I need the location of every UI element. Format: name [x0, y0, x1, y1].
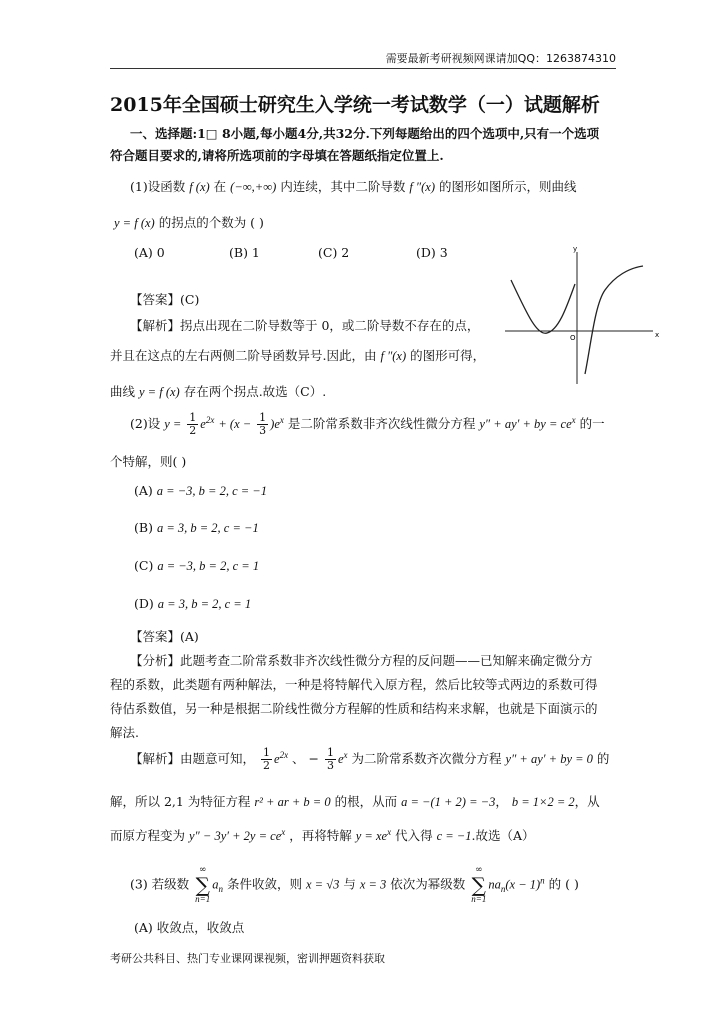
q1-analysis-func: f ″(x)	[380, 349, 407, 363]
q2-option-c	[134, 558, 259, 574]
q2-particular: y = xe	[355, 829, 388, 843]
frac-num: 1	[189, 411, 197, 424]
q2-analysis-line2: 程的系数，此类题有两种解法，一种是将特解代入原方程，然后比较等式两边的系数可得	[110, 677, 598, 692]
q1-option-d: (D) 3	[416, 245, 448, 260]
q2-option-a	[134, 483, 267, 499]
header-contact: 需要最新考研视频网课请加QQ：1263874310	[385, 52, 616, 65]
q2-sol-ode: y″ + ay′ + by = 0	[505, 752, 593, 766]
q2-solution-text: 而原方程变为	[110, 828, 186, 843]
q2-c-value: c = −1	[436, 829, 472, 843]
q2-sol-exp-sup: x	[343, 749, 348, 760]
q3-stem-text: 的 ( )	[548, 876, 579, 892]
frac-den: 2	[189, 424, 197, 437]
q2-ode: y″ + ay′ + by = ce	[479, 417, 572, 431]
q1-stem-text: 的拐点的个数为 ( )	[158, 215, 264, 230]
q3-term-sub: n	[500, 884, 506, 894]
q2-sol-exp: e	[337, 752, 344, 766]
q2-sol-fraction-third	[325, 747, 336, 772]
q3-an: a	[212, 877, 219, 892]
q2-exp-sup: x	[279, 414, 284, 425]
q2-solution-text: ，再将特解	[289, 828, 352, 843]
q2-solution-text: ，	[495, 794, 508, 809]
q2-term: )e	[270, 417, 280, 431]
q2-fraction-third	[257, 412, 268, 437]
q2-fraction-half	[187, 412, 198, 437]
q2-sol-fraction-half	[261, 747, 272, 772]
q1-stem-text: 在	[213, 179, 227, 194]
q2-solution-text: .故选（A）	[471, 828, 535, 843]
q2-term: + (x −	[218, 417, 252, 431]
q2-exp: e	[200, 417, 206, 431]
q2-analysis-line3: 待估系数值，另一种是根据二阶线性微分方程解的性质和结构来求解，也就是下面演示的	[110, 701, 598, 716]
q2-ode-sup: x	[571, 414, 576, 425]
page-title: 2015年全国硕士研究生入学统一考试数学（一）试题解析	[110, 94, 600, 116]
q2-solution-text: 【解析】由题意可知，	[130, 751, 256, 766]
option-label: (B)	[134, 520, 153, 535]
q2-stem-line1	[130, 412, 605, 437]
origin-label: O	[570, 334, 576, 342]
q1-func: f (x)	[189, 180, 210, 194]
q2-sol-exp-sup: 2x	[279, 749, 289, 760]
header-rule	[110, 68, 616, 69]
q2-solution-text: ，从	[574, 794, 600, 809]
q1-stem-text: (1)设函数	[130, 179, 186, 194]
q1-analysis-line1: 【解析】拐点出现在二阶导数等于 0，或二阶导数不存在的点，	[130, 318, 480, 333]
q1-stem-line2	[114, 213, 264, 231]
section-intro-line2: 符合题目要求的,请将所选项前的字母填在答题纸指定位置上.	[110, 148, 444, 163]
q1-option-b: (B) 1	[229, 245, 260, 260]
q2-analysis-line4: 解法.	[110, 725, 139, 740]
q2-solution-text: 为二阶常系数齐次微分方程	[351, 751, 502, 766]
q1-option-c: (C) 2	[318, 245, 350, 260]
q3-stem-text: 与	[343, 876, 356, 892]
q1-stem-line1	[130, 177, 577, 195]
q1-analysis-text: 并且在这点的左右两侧二阶导函数异号.因此，由	[110, 348, 377, 363]
frac-den: 3	[259, 424, 267, 437]
sum-top: ∞	[198, 865, 207, 875]
q3-stem	[130, 866, 579, 904]
q3-x-3: x = 3	[359, 877, 387, 892]
q2-sol-exp: e	[274, 752, 280, 766]
option-label: (D)	[134, 596, 154, 611]
q2-solution-text: 、 −	[292, 751, 319, 766]
graph-curve-left	[511, 280, 575, 333]
q2-new-ode: y″ − 3y′ + 2y = ce	[189, 829, 282, 843]
q2-stem-text: 的一	[579, 416, 605, 431]
footer-note: 考研公共科目、热门专业课网课视频，密训押题资料获取	[110, 952, 385, 965]
q2-y: y =	[164, 417, 182, 431]
frac-num: 1	[259, 411, 267, 424]
q1-analysis-text: 曲线	[110, 384, 136, 399]
q3-term: na	[488, 877, 501, 892]
q2-b-value: b = 1×2 = 2	[511, 795, 575, 809]
q2-stem-text: 是二阶常系数非齐次线性微分方程	[287, 416, 476, 431]
q2-char-eq: r² + ar + b = 0	[254, 795, 331, 809]
q2-solution-text: 解，所以 2,1 为特征方程	[110, 794, 251, 809]
q1-option-a: (A) 0	[134, 245, 165, 260]
sum-bottom: n=1	[471, 894, 487, 904]
x-axis-label: x	[655, 331, 660, 339]
q2-stem-text: (2)设	[130, 416, 161, 431]
q2-option-d	[134, 596, 251, 612]
q2-solution-text: 代入得	[395, 828, 433, 843]
q2-solution-line3	[110, 826, 535, 844]
q1-analysis-line3	[110, 382, 326, 400]
graph-curve-right	[585, 266, 643, 374]
frac-den: 3	[326, 759, 334, 772]
q2-solution-line1	[130, 747, 609, 772]
q3-x-sqrt3: x = √3	[305, 877, 340, 892]
q2-analysis-line1: 【分析】此题考查二阶常系数非齐次线性微分方程的反问题——已知解来确定微分方	[130, 653, 593, 668]
q2-answer: 【答案】(A)	[130, 629, 199, 644]
q1-analysis-text: 的图形可得，	[410, 348, 486, 363]
q2-stem-line2: 个特解，则( )	[110, 454, 187, 469]
q1-stem-text: 的图形如图所示，则曲线	[438, 179, 577, 194]
q3-option-a: (A) 收敛点，收敛点	[134, 920, 245, 935]
q3-sum-symbol	[195, 866, 210, 904]
sum-sigma: ∑	[195, 873, 210, 897]
q1-analysis-text: 存在两个拐点.故选（C）.	[183, 384, 327, 399]
q2-a-value: a = −(1 + 2) = −3	[401, 795, 496, 809]
q1-stem-text: 内连续，其中二阶导数	[280, 179, 406, 194]
q2-exp-sup: 2x	[205, 414, 215, 425]
q3-power-sum-symbol	[471, 866, 486, 904]
y-axis-label: y	[573, 245, 578, 253]
q2-option-b	[134, 520, 259, 536]
frac-num: 1	[263, 746, 270, 759]
q2-solution-line2	[110, 792, 600, 810]
q1-interval: (−∞,+∞)	[230, 180, 277, 194]
q3-stem-text: 依次为幂级数	[390, 876, 466, 892]
q3-term-sup: n	[540, 875, 545, 886]
q1-curve: y = f (x)	[114, 216, 155, 230]
sum-top: ∞	[475, 865, 483, 875]
q1-analysis-line2	[110, 346, 485, 364]
q3-stem-text: (3) 若级数	[130, 876, 190, 892]
q2-solution-text: 的根，从而	[334, 794, 398, 809]
q2-new-ode-sup: x	[281, 826, 286, 837]
option-expr: a = 3, b = 2, c = 1	[157, 597, 252, 611]
option-expr: a = −3, b = 2, c = −1	[156, 484, 267, 498]
q1-analysis-curve: y = f (x)	[139, 385, 180, 399]
sum-bottom: n=1	[195, 894, 211, 904]
q1-answer: 【答案】(C)	[130, 292, 200, 307]
frac-num: 1	[326, 746, 334, 759]
option-label: (A)	[134, 483, 153, 498]
q3-term: (x − 1)	[505, 877, 541, 892]
q3-stem-text: 条件收敛，则	[226, 876, 302, 892]
q2-particular-sup: x	[387, 826, 392, 837]
section-intro-line1: 一、选择题:1□ 8小题,每小题4分,共32分.下列每题给出的四个选项中,只有一个选项	[130, 126, 600, 141]
q2-solution-text: 的	[596, 751, 610, 766]
sum-sigma: ∑	[471, 873, 486, 897]
option-expr: a = 3, b = 2, c = −1	[156, 521, 259, 535]
option-label: (C)	[134, 558, 154, 573]
option-expr: a = −3, b = 2, c = 1	[157, 559, 260, 573]
q1-second-derivative-graph	[505, 244, 665, 386]
q1-second-derivative: f ″(x)	[409, 180, 435, 194]
frac-den: 2	[263, 759, 270, 772]
q3-an-sub: n	[218, 884, 223, 894]
